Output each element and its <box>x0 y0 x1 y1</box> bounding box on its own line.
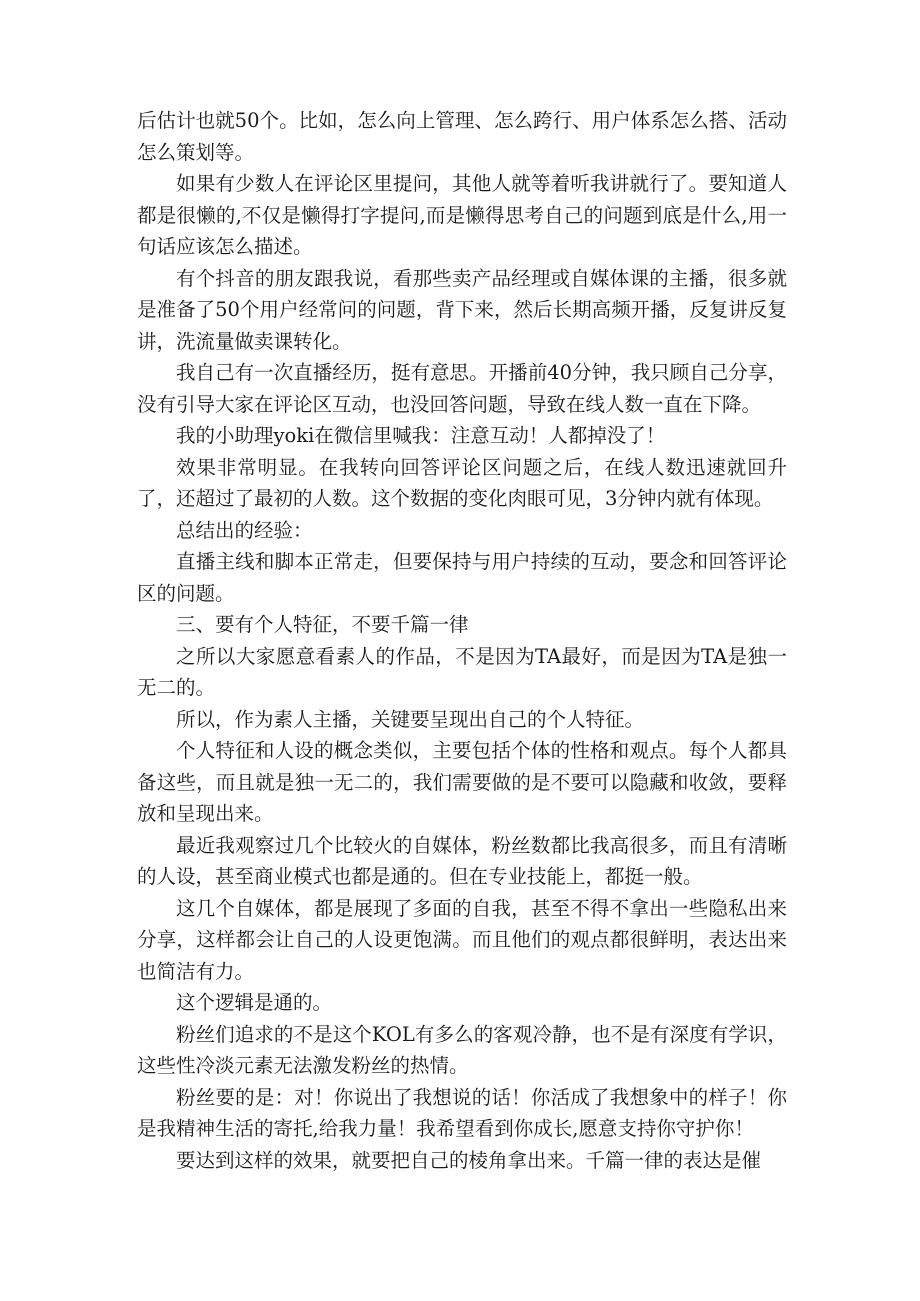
paragraph: 粉丝们追求的不是这个KOL有多么的客观冷静，也不是有深度有学识，这些性冷淡元素无法激发粉丝的热情。 <box>137 1022 787 1077</box>
paragraph: 之所以大家愿意看素人的作品，不是因为TA最好，而是因为TA是独一无二的。 <box>137 644 787 699</box>
paragraph: 这个逻辑是通的。 <box>176 991 333 1014</box>
paragraph: 最近我观察过几个比较火的自媒体，粉丝数都比我高很多，而且有清晰的人设，甚至商业模式也都是通的。但在专业技能上，都挺一般。 <box>137 833 787 888</box>
paragraph: 有个抖音的朋友跟我说，看那些卖产品经理或自媒体课的主播，很多就是准备了50个用户经常问的问题，背下来，然后长期高频开播，反复讲反复讲，洗流量做卖课转化。 <box>137 266 787 353</box>
paragraph: 总结出的经验： <box>176 518 313 542</box>
document-body <box>137 105 787 1176</box>
paragraph: 这几个自媒体，都是展现了多面的自我，甚至不得不拿出一些隐私出来分享，这样都会让自己的人设更饱满。而且他们的观点都很鲜明，表达出来也简洁有力。 <box>137 896 787 983</box>
paragraph: 如果有少数人在评论区里提问，其他人就等着听我讲就行了。要知道人都是很懒的,不仅是懒得打字提问,而是懒得思考自己的问题到底是什么,用一句话应该怎么描述。 <box>137 172 787 258</box>
paragraph: 我自己有一次直播经历，挺有意思。开播前40分钟，我只顾自己分享，没有引导大家在评论区互动，也没回答问题，导致在线人数一直在下降。 <box>137 361 787 416</box>
paragraph: 我的小助理yoki在微信里喊我：注意互动！人都掉没了！ <box>176 424 666 447</box>
paragraph: 效果非常明显。在我转向回答评论区问题之后，在线人数迅速就回升了，还超过了最初的人数。这个数据的变化肉眼可见，3分钟内就有体现。 <box>137 455 787 510</box>
paragraph: 粉丝要的是：对！你说出了我想说的话！你活成了我想象中的样子！你是我精神生活的寄托,给我力量！我希望看到你成长,愿意支持你守护你！ <box>137 1085 787 1140</box>
paragraph: 后估计也就50个。比如，怎么向上管理、怎么跨行、用户体系怎么搭、活动怎么策划等。 <box>137 109 787 164</box>
section-heading: 三、要有个人特征，不要千篇一律 <box>176 613 469 636</box>
paragraph: 要达到这样的效果，就要把自己的棱角拿出来。千篇一律的表达是催 <box>176 1148 762 1172</box>
paragraph: 所以，作为素人主播，关键要呈现出自己的个人特征。 <box>176 707 645 731</box>
paragraph: 直播主线和脚本正常走，但要保持与用户持续的互动，要念和回答评论区的问题。 <box>137 550 787 605</box>
paragraph: 个人特征和人设的概念类似，主要包括个体的性格和观点。每个人都具备这些，而且就是独一无二的，我们需要做的是不要可以隐藏和收敛，要释放和呈现出来。 <box>137 739 787 825</box>
